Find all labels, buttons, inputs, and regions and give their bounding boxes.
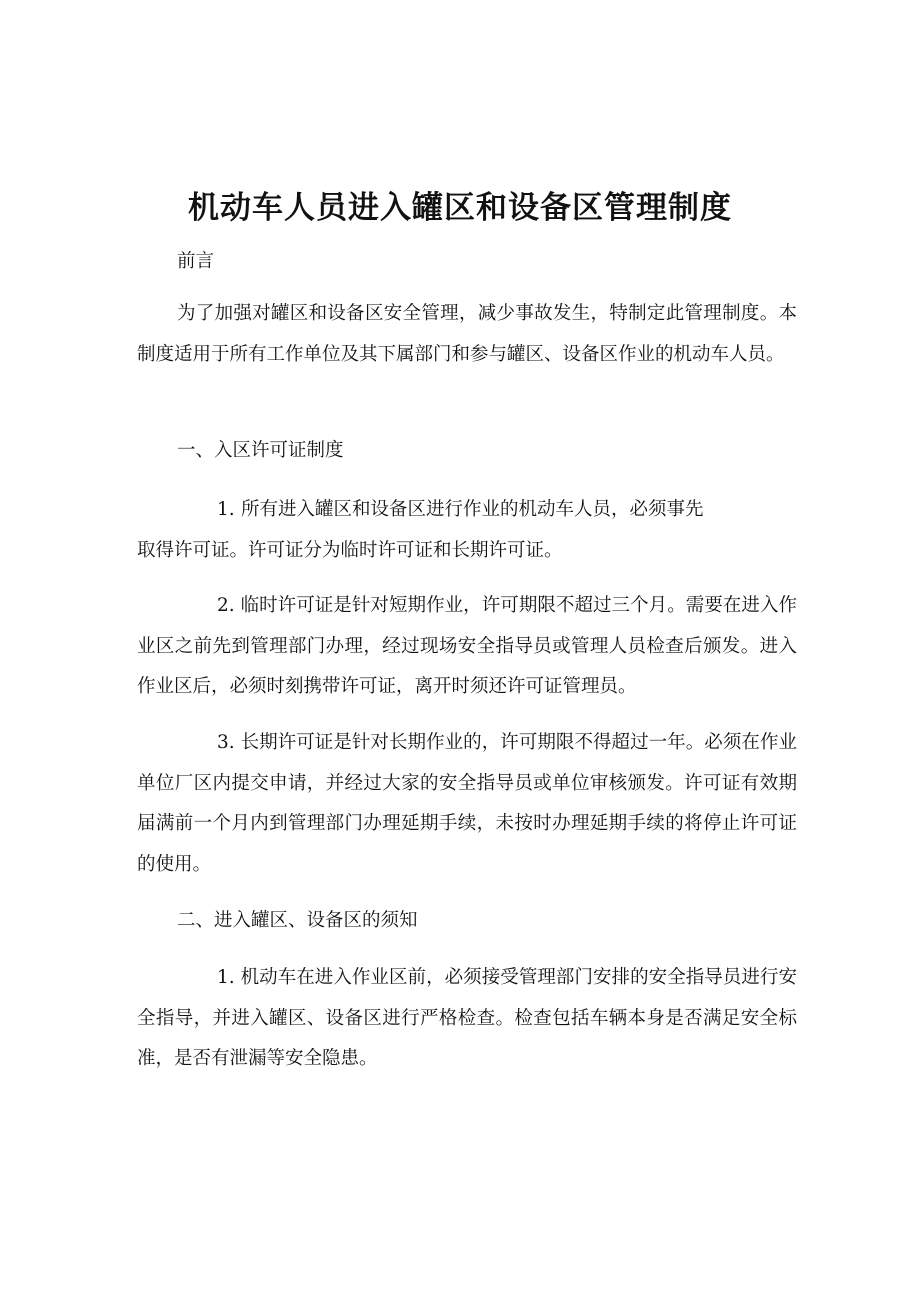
item-number: 1. [217,967,235,988]
item-text: 长期许可证是针对长期作业的，许可期限不得超过一年。必须在作业单位厂区内提交申请，并经过大家的安全指导员或单位审核颁发。许可证有效期届满前一个月内到管理部门办理延期手续，未按时办理延期手续的将停止许可证的使用。 [137,732,797,875]
section1-item-1-line1 [137,490,797,531]
item-text: 临时许可证是针对短期作业，许可期限不超过三个月。需要在进入作业区之前先到管理部门办理，经过现场安全指导员或管理人员检查后颁发。进入作业区后，必须时刻携带许可证，离开时须还许可证管理员。 [137,595,797,698]
item-number: 1. [217,499,235,520]
section2-heading: 二、进入罐区、设备区的须知 [177,910,418,931]
section1-item-2 [137,586,797,708]
document-title: 机动车人员进入罐区和设备区管理制度 [188,190,732,226]
section1-item-1 [137,490,797,571]
preface-heading: 前言 [177,251,215,272]
item-text: 机动车在进入作业区前，必须接受管理部门安排的安全指导员进行安全指导，并进入罐区、设备区进行严格检查。检查包括车辆本身是否满足安全标准，是否有泄漏等安全隐患。 [137,967,797,1070]
section2-item-1 [137,958,797,1080]
item-number: 2. [217,595,235,616]
section1-item-3 [137,723,797,885]
section1-heading: 一、入区许可证制度 [177,440,344,461]
item-text: 所有进入罐区和设备区进行作业的机动车人员，必须事先 [241,499,704,520]
section1-item-1-line2: 取得许可证。许可证分为临时许可证和长期许可证。 [137,539,563,561]
item-number: 3. [217,732,235,753]
preface-paragraph: 为了加强对罐区和设备区安全管理，减少事故发生，特制定此管理制度。本制度适用于所有工作单位及其下属部门和参与罐区、设备区作业的机动车人员。 [137,303,797,365]
